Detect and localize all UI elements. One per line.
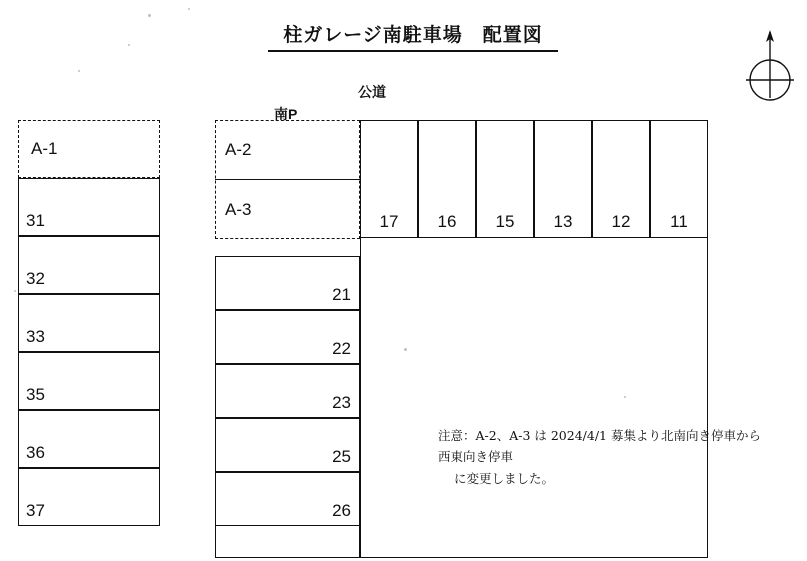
stall-label: 31 (26, 211, 45, 230)
scan-speck (624, 396, 626, 398)
north-compass-icon (742, 28, 798, 106)
stall-21[interactable] (215, 256, 360, 310)
stall-label: 35 (26, 385, 45, 404)
stall-35[interactable] (18, 352, 160, 410)
stall-label: A-3 (225, 199, 252, 219)
stall-26[interactable] (215, 472, 360, 526)
stall-23[interactable] (215, 364, 360, 418)
stall-33[interactable] (18, 294, 160, 352)
open-lot-area (360, 238, 708, 558)
stall-37[interactable] (18, 468, 160, 526)
stall-label: A-2 (225, 139, 252, 159)
stall-label: 33 (26, 327, 45, 346)
stall-label: A-1 (31, 139, 58, 158)
stall-label: 22 (332, 339, 351, 358)
stall-label: 17 (379, 212, 399, 231)
stall-12[interactable] (592, 120, 650, 238)
stall-label: 13 (553, 212, 573, 231)
stall-15[interactable] (476, 120, 534, 238)
scan-speck (148, 14, 151, 17)
note-text (438, 425, 768, 489)
stall-31[interactable] (18, 178, 160, 236)
scan-speck (78, 70, 80, 72)
stall-label: 15 (495, 212, 515, 231)
stall-label: 11 (670, 212, 688, 231)
stall-label: 32 (26, 269, 45, 288)
stall-22[interactable] (215, 310, 360, 364)
stall-label: 21 (332, 285, 351, 304)
stall-32[interactable] (18, 236, 160, 294)
stall-13[interactable] (534, 120, 592, 238)
stall-label: 25 (332, 447, 351, 466)
stall-label: 16 (437, 212, 457, 231)
stall-label: 36 (26, 443, 45, 462)
stall-A-2[interactable] (215, 120, 360, 180)
public-road-label: 公道 (358, 84, 386, 100)
scan-speck (14, 290, 16, 292)
stall-label: 23 (332, 393, 351, 412)
stall-label: 12 (611, 212, 631, 231)
stall-A-1[interactable] (18, 120, 160, 178)
scan-speck (188, 8, 190, 10)
note-line-2: に変更しました。 (454, 470, 555, 486)
south-parking-label: 南P (274, 106, 298, 122)
page-title: 柱ガレージ南駐車場 配置図 (268, 20, 558, 52)
scan-speck (404, 348, 407, 351)
note-line-1: 注意：A-2、A-3 は 2024/4/1 募集より北南向き停車から西東向き停車 (438, 428, 761, 465)
stall-16[interactable] (418, 120, 476, 238)
scan-speck (128, 44, 130, 46)
stall-label: 37 (26, 501, 45, 520)
center-block-tail (215, 526, 360, 558)
stall-25[interactable] (215, 418, 360, 472)
stall-17[interactable] (360, 120, 418, 238)
stall-36[interactable] (18, 410, 160, 468)
stall-label: 26 (332, 501, 351, 520)
stall-11[interactable] (650, 120, 708, 238)
stall-A-3[interactable] (215, 180, 360, 239)
